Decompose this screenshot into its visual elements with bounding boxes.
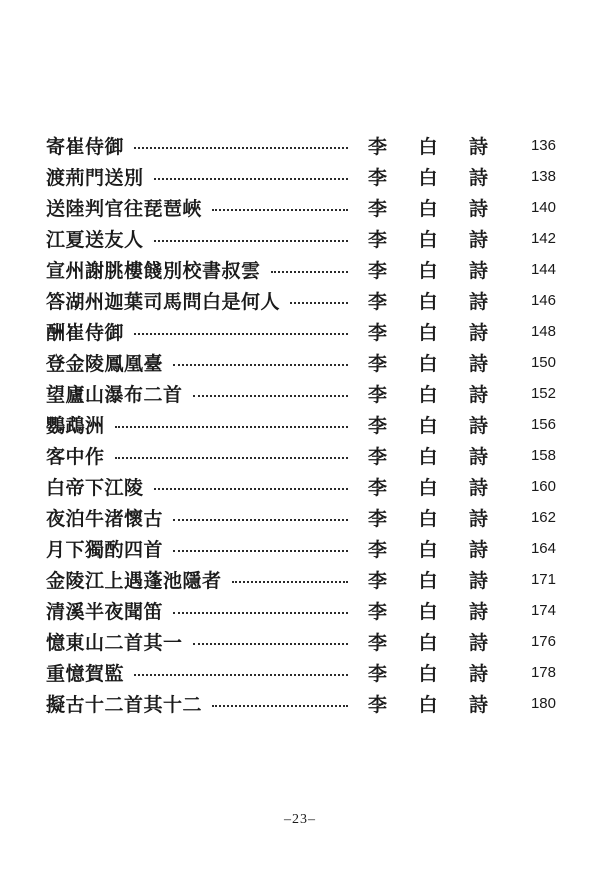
toc-entry — [46, 192, 556, 223]
toc-entry-page: 144 — [530, 261, 556, 278]
toc-entry-title: 重憶賀監 — [46, 659, 130, 686]
toc-entry-author: 李 白 詩 — [368, 694, 488, 716]
toc-entry-title: 江夏送友人 — [46, 225, 150, 252]
dot-leader — [169, 515, 354, 521]
toc-entry — [46, 595, 556, 626]
toc-entry-title: 答湖州迦葉司馬問白是何人 — [46, 287, 286, 314]
toc-entry — [46, 409, 556, 440]
toc-entry-title: 夜泊牛渚懷古 — [46, 504, 169, 531]
toc-entry-author: 李 白 詩 — [368, 570, 488, 592]
toc-entry-page: 158 — [530, 447, 556, 464]
dot-leader — [189, 391, 354, 397]
toc-entry-author: 李 白 詩 — [368, 415, 488, 437]
toc-entry-page: 136 — [530, 137, 556, 154]
toc-entry-page: 178 — [530, 664, 556, 681]
dot-leader — [130, 143, 354, 149]
toc-entry-page: 140 — [530, 199, 556, 216]
toc-entry-page: 160 — [530, 478, 556, 495]
toc-entry-title: 送陸判官往琵琶峽 — [46, 194, 208, 221]
toc-entry-title: 憶東山二首其一 — [46, 628, 189, 655]
toc-entry-author: 李 白 詩 — [368, 508, 488, 530]
toc-entry-title: 渡荊門送別 — [46, 163, 150, 190]
toc-entry-page: 138 — [530, 168, 556, 185]
toc-entry-page: 156 — [530, 416, 556, 433]
toc-entry-title: 月下獨酌四首 — [46, 535, 169, 562]
toc-entry-author: 李 白 詩 — [368, 477, 488, 499]
toc-entry — [46, 254, 556, 285]
toc-entry-author: 李 白 詩 — [368, 136, 488, 158]
dot-leader — [150, 484, 354, 490]
toc-entry-author: 李 白 詩 — [368, 198, 488, 220]
toc-entry-author: 李 白 詩 — [368, 291, 488, 313]
dot-leader — [150, 236, 354, 242]
toc-entry-title: 客中作 — [46, 442, 111, 469]
dot-leader — [130, 670, 354, 676]
toc-entry-title: 清溪半夜聞笛 — [46, 597, 169, 624]
toc-entry-author: 李 白 詩 — [368, 167, 488, 189]
toc-entry-author: 李 白 詩 — [368, 446, 488, 468]
dot-leader — [286, 298, 354, 304]
toc-entry-title: 鸚鵡洲 — [46, 411, 111, 438]
toc-entry-title: 金陵江上遇蓬池隱者 — [46, 566, 228, 593]
toc-entry — [46, 347, 556, 378]
toc-entry-page: 174 — [530, 602, 556, 619]
dot-leader — [208, 701, 354, 707]
toc-entry-page: 142 — [530, 230, 556, 247]
toc-entry — [46, 657, 556, 688]
toc-entry-page: 162 — [530, 509, 556, 526]
dot-leader — [150, 174, 354, 180]
toc-entry-title: 宣州謝朓樓餞別校書叔雲 — [46, 256, 267, 283]
toc-entry-page: 150 — [530, 354, 556, 371]
dot-leader — [189, 639, 354, 645]
toc-entry-page: 152 — [530, 385, 556, 402]
toc-entry-page: 180 — [530, 695, 556, 712]
dot-leader — [267, 267, 354, 273]
toc-entry-author: 李 白 詩 — [368, 663, 488, 685]
toc-entry-author: 李 白 詩 — [368, 260, 488, 282]
toc-entry — [46, 688, 556, 719]
toc-entry-author: 李 白 詩 — [368, 632, 488, 654]
toc-entry — [46, 378, 556, 409]
toc-entry — [46, 502, 556, 533]
dot-leader — [111, 453, 354, 459]
table-of-contents — [46, 130, 556, 719]
toc-entry — [46, 223, 556, 254]
toc-entry-page: 164 — [530, 540, 556, 557]
toc-entry-author: 李 白 詩 — [368, 539, 488, 561]
toc-entry — [46, 626, 556, 657]
toc-entry — [46, 533, 556, 564]
toc-entry-author: 李 白 詩 — [368, 601, 488, 623]
toc-entry — [46, 285, 556, 316]
toc-entry — [46, 440, 556, 471]
toc-entry-title: 望廬山瀑布二首 — [46, 380, 189, 407]
toc-entry-author: 李 白 詩 — [368, 322, 488, 344]
toc-entry-page: 148 — [530, 323, 556, 340]
toc-entry — [46, 316, 556, 347]
toc-entry — [46, 161, 556, 192]
toc-entry-page: 176 — [530, 633, 556, 650]
page-number: –23– — [284, 812, 316, 827]
toc-entry-page: 171 — [530, 571, 556, 588]
dot-leader — [169, 360, 354, 366]
dot-leader — [111, 422, 354, 428]
dot-leader — [208, 205, 354, 211]
toc-entry — [46, 471, 556, 502]
toc-entry-title: 登金陵鳳凰臺 — [46, 349, 169, 376]
toc-entry-title: 酬崔侍御 — [46, 318, 130, 345]
dot-leader — [169, 608, 354, 614]
toc-entry-page: 146 — [530, 292, 556, 309]
toc-entry-author: 李 白 詩 — [368, 353, 488, 375]
toc-entry-title: 擬古十二首其十二 — [46, 690, 208, 717]
toc-entry-author: 李 白 詩 — [368, 384, 488, 406]
toc-entry-title: 白帝下江陵 — [46, 473, 150, 500]
dot-leader — [228, 577, 354, 583]
dot-leader — [130, 329, 354, 335]
toc-entry-author: 李 白 詩 — [368, 229, 488, 251]
toc-entry — [46, 564, 556, 595]
toc-entry-title: 寄崔侍御 — [46, 132, 130, 159]
toc-entry — [46, 130, 556, 161]
dot-leader — [169, 546, 354, 552]
